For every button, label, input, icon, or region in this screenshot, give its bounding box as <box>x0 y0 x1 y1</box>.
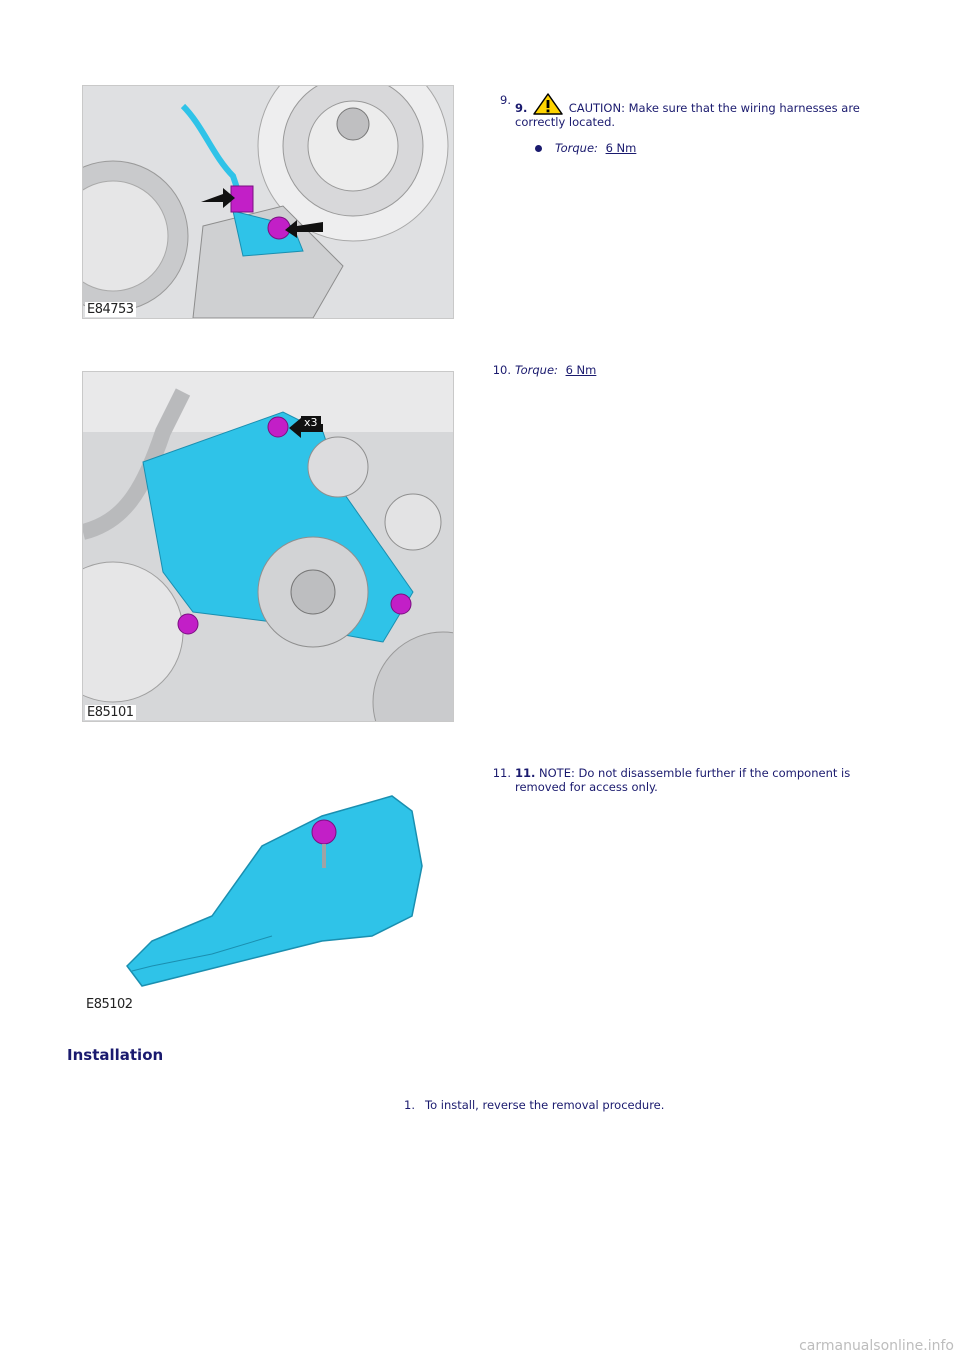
torque-spec <box>535 141 890 155</box>
torque-label: Torque: <box>555 141 598 155</box>
timing-cover-illustration <box>82 766 452 1016</box>
fastener-bolt <box>268 217 290 239</box>
figure-id-label: E84753 <box>87 302 134 317</box>
step-bold-number: 9. <box>515 101 528 115</box>
torque-value: 6 Nm <box>565 363 597 377</box>
figure-e85101 <box>82 371 454 722</box>
engine-illustration-wiring <box>83 86 453 318</box>
caution-text: CAUTION: Make sure that the wiring harnesses are correctly located. <box>515 101 860 129</box>
step-bold-number: 11. <box>515 766 536 780</box>
step-number: 9. <box>500 93 511 107</box>
fastener-bolt <box>178 614 198 634</box>
warning-icon <box>533 93 563 115</box>
fastener-bolt <box>268 417 288 437</box>
installation-step-1 <box>395 1098 815 1112</box>
figure-e84753 <box>82 85 454 319</box>
step-9 <box>485 93 890 155</box>
step-11 <box>485 766 890 794</box>
step-number: 11. <box>492 766 511 780</box>
quantity-callout: x3 <box>301 416 321 429</box>
torque-value: 6 Nm <box>605 141 637 155</box>
fastener-bolt <box>312 820 336 844</box>
bullet-icon <box>535 145 542 152</box>
installation-heading: Installation <box>67 1046 164 1064</box>
watermark: carmanualsonline.info <box>799 1338 954 1354</box>
step-number: 10. <box>492 363 511 377</box>
figure-id-label: E85102 <box>86 997 133 1012</box>
engine-illustration-cover <box>83 372 453 721</box>
fastener-bolt <box>391 594 411 614</box>
step-text: To install, reverse the removal procedure. <box>425 1098 665 1112</box>
note-text: NOTE: Do not disassemble further if the component is removed for access only. <box>515 766 851 794</box>
step-10 <box>485 363 890 377</box>
torque-label: Torque: <box>515 363 558 377</box>
connector-part <box>231 186 253 212</box>
figure-e85102 <box>82 766 452 1016</box>
step-number: 1. <box>404 1098 415 1112</box>
figure-id-label: E85101 <box>87 705 134 720</box>
